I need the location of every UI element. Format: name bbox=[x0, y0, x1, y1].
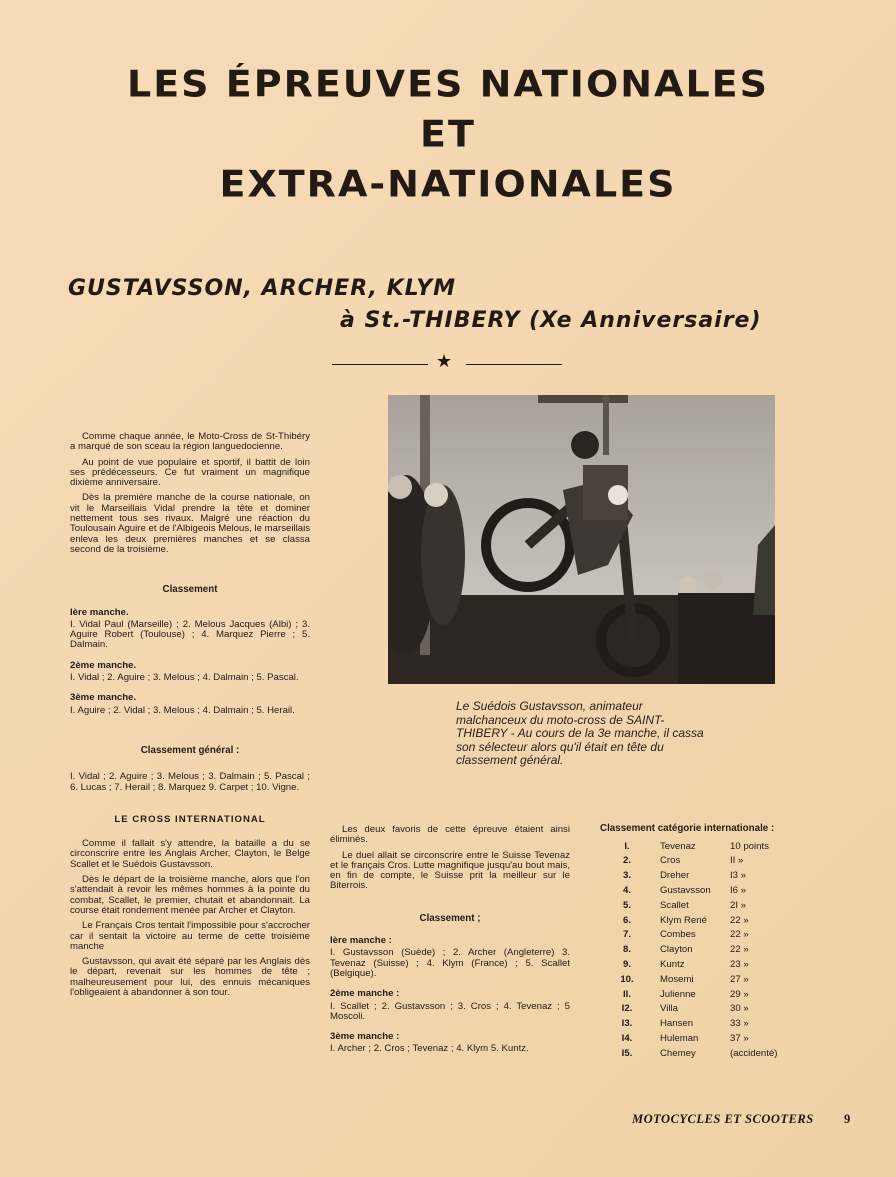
ranking-name: Huleman bbox=[660, 1032, 699, 1044]
ranking-name: Scallet bbox=[660, 899, 689, 911]
subtitle-riders: GUSTAVSSON, ARCHER, KLYM bbox=[68, 276, 457, 301]
paragraph: Les deux favoris de cette épreuve étaient ainsi éliminés. bbox=[330, 824, 570, 846]
ranking-points: 10 points bbox=[730, 840, 769, 852]
motocross-photo-image bbox=[388, 395, 775, 684]
separator-line-right bbox=[466, 364, 562, 365]
ranking-position: II. bbox=[623, 988, 631, 1000]
ranking-name: Klym René bbox=[660, 914, 707, 926]
ranking-row bbox=[600, 958, 830, 973]
ranking-name: Julienne bbox=[660, 988, 696, 1000]
ranking-points: I3 » bbox=[730, 870, 747, 882]
ranking-position: 3. bbox=[622, 870, 631, 882]
ranking-points: 27 » bbox=[730, 973, 749, 985]
page-title-line-2: ET bbox=[420, 113, 476, 155]
heat-results: I. Gustavsson (Suède) ; 2. Archer (Angleterre) 3. Tevenaz (Suisse) ; 4. Klym (France) ; 5. Scallet (Belgique). bbox=[330, 947, 570, 979]
motocross-photo bbox=[388, 395, 775, 684]
heat-results: I. Aguire ; 2. Vidal ; 3. Melous ; 4. Dalmain ; 5. Herail. bbox=[70, 704, 295, 716]
ranking-points: 22 » bbox=[730, 929, 749, 941]
ranking-row bbox=[600, 1017, 830, 1032]
ranking-position: 9. bbox=[622, 958, 631, 970]
ranking-position: 8. bbox=[622, 944, 631, 956]
ranking-points: 2I » bbox=[730, 899, 747, 911]
page-title-line-1: LES ÉPREUVES NATIONALES bbox=[127, 63, 769, 105]
section-heading: Classement général : bbox=[140, 744, 240, 756]
ranking-points: 30 » bbox=[730, 1003, 749, 1015]
ranking-name: Hansen bbox=[660, 1018, 694, 1030]
article-column-2 bbox=[330, 825, 570, 1055]
heat-results: I. Archer ; 2. Cros ; Tevenaz ; 4. Klym 5. Kuntz. bbox=[330, 1043, 529, 1055]
heat-results: I. Vidal ; 2. Aguire ; 3. Melous ; 4. Dalmain ; 5. Pascal. bbox=[70, 672, 299, 684]
ranking-row bbox=[600, 1002, 830, 1017]
ranking-row bbox=[600, 839, 830, 854]
section-heading: LE CROSS INTERNATIONAL bbox=[114, 813, 266, 825]
general-results: I. Vidal ; 2. Aguire ; 3. Melous ; 3. Dalmain ; 5. Pascal ; 6. Lucas ; 7. Herail ; 8. Marquez 9. Carpet ; 10. Vigne. bbox=[70, 771, 310, 793]
ranking-row bbox=[600, 913, 830, 928]
paragraph: Au point de vue populaire et sportif, il battit de loin ses prédécesseurs. Ce fut vraiment un magnifique dixième anniversaire. bbox=[70, 456, 310, 489]
heat-results: I. Scallet ; 2. Gustavsson ; 3. Cros ; 4. Tevenaz ; 5 Moscoli. bbox=[330, 1000, 570, 1022]
ranking-row bbox=[600, 987, 830, 1002]
star-icon: ★ bbox=[436, 351, 453, 371]
ranking-points: 29 » bbox=[730, 988, 749, 1000]
ranking-name: Combes bbox=[660, 929, 696, 941]
paragraph: Comme il fallait s'y attendre, la bataille a du se circonscrire entre les Anglais Archer, Clayton, le Belge Scallet et le Suédois Gustavsson. bbox=[70, 838, 310, 870]
paragraph: Dès la première manche de la course nationale, on vit le Marseillais Vidal prendre la tête et dominer nettement tous ses rivaux. Malgré une réaction du Toulousain Aguire et de l'Albigeois Melous, le marseillais enleva les deux premières manches et se classa second de la troisième. bbox=[70, 492, 310, 555]
ranking-name: Mosemi bbox=[660, 973, 694, 985]
paragraph: Dès le départ de la troisième manche, alors que l'on s'attendait à revoir les mêmes hommes à la pointe du combat, Scallet, le premier, chutait et abandonnait. La course était rondement menée par Archer et Clayton. bbox=[70, 874, 310, 916]
ranking-row bbox=[600, 1046, 830, 1061]
ranking-name: Clayton bbox=[660, 944, 693, 956]
ranking-row bbox=[600, 943, 830, 958]
ranking-position: 5. bbox=[622, 899, 631, 911]
paragraph: Le Français Cros tentait l'impossible pour s'accrocher car il sentait la victoire au terme de cette troisième manche bbox=[70, 920, 310, 952]
paragraph: Comme chaque année, le Moto-Cross de St-Thibéry a marqué de son sceau la région languedocienne. bbox=[70, 431, 310, 453]
ranking-points: 22 » bbox=[730, 914, 749, 926]
publication-name: MOTOCYCLES ET SCOOTERS bbox=[632, 1112, 814, 1126]
ranking-name: Chemey bbox=[660, 1047, 696, 1059]
ranking-points: II » bbox=[730, 855, 744, 867]
section-heading: Classement bbox=[162, 584, 218, 596]
heat-heading: 3ème manche : bbox=[330, 1031, 400, 1043]
heat-heading: Ière manche. bbox=[70, 606, 129, 618]
ranking-name: Villa bbox=[660, 1003, 678, 1015]
ranking-name: Gustavsson bbox=[660, 884, 711, 896]
international-ranking-list bbox=[600, 839, 830, 1061]
ranking-row bbox=[600, 898, 830, 913]
page-title-line-3: EXTRA-NATIONALES bbox=[219, 163, 677, 205]
photo-caption: Le Suédois Gustavsson, animateur malchanceux du moto-cross de SAINT-THIBERY - Au cours de la 3e manche, il cassa son sélecteur alors qu'il était en tête du classement général. bbox=[456, 699, 704, 767]
separator-line-left bbox=[332, 364, 428, 365]
article-column-3 bbox=[600, 824, 830, 1061]
paragraph: Gustavsson, qui avait été séparé par les Anglais dès le départ, revenait sur les hommes de tête ; malheureusement pour lui, des ennuis mécaniques l'obligeaient à abandonner à son tour. bbox=[70, 956, 310, 998]
ranking-position: I3. bbox=[621, 1018, 633, 1030]
title-separator bbox=[332, 351, 562, 372]
ranking-points: 23 » bbox=[730, 958, 749, 970]
heat-heading: 2ème manche : bbox=[330, 988, 400, 1000]
ranking-position: 10. bbox=[620, 973, 634, 985]
heat-results: I. Vidal Paul (Marseille) ; 2. Melous Jacques (Albi) ; 3. Aguire Robert (Toulouse) ; 4. Marquez Pierre ; 5. Dalmain. bbox=[70, 618, 310, 651]
ranking-position: I. bbox=[624, 840, 630, 852]
ranking-position: I4. bbox=[621, 1032, 633, 1044]
ranking-name: Dreher bbox=[660, 870, 690, 882]
ranking-row bbox=[600, 884, 830, 899]
ranking-points: I6 » bbox=[730, 884, 747, 896]
ranking-points: (accidenté) bbox=[730, 1047, 778, 1059]
ranking-position: I2. bbox=[621, 1003, 633, 1015]
section-heading: Classement ; bbox=[419, 912, 481, 924]
ranking-name: Kuntz bbox=[660, 958, 685, 970]
ranking-position: 7. bbox=[622, 929, 631, 941]
ranking-row bbox=[600, 972, 830, 987]
heat-heading: Ière manche : bbox=[330, 935, 392, 947]
ranking-row bbox=[600, 869, 830, 884]
ranking-position: I5. bbox=[621, 1047, 633, 1059]
heat-heading: 2ème manche. bbox=[70, 659, 137, 671]
article-column-1 bbox=[70, 432, 310, 1003]
ranking-row bbox=[600, 1032, 830, 1047]
ranking-position: 2. bbox=[622, 855, 631, 867]
ranking-name: Tevenaz bbox=[660, 840, 696, 852]
page-number: 9 bbox=[844, 1112, 851, 1126]
ranking-points: 33 » bbox=[730, 1018, 749, 1030]
heat-heading: 3ème manche. bbox=[70, 692, 137, 704]
ranking-points: 37 » bbox=[730, 1032, 749, 1044]
ranking-position: 4. bbox=[622, 884, 631, 896]
international-ranking-heading: Classement catégorie internationale : bbox=[600, 823, 775, 834]
ranking-position: 6. bbox=[622, 914, 631, 926]
ranking-row bbox=[600, 928, 830, 943]
paragraph: Le duel allait se circonscrire entre le Suisse Tevenaz et le français Cros. Lutte magnifique jusqu'au bout mais, en fin de compte, le Suisse prit la meilleur sur le Biterrois. bbox=[330, 849, 570, 892]
subtitle-location: à St.-THIBERY (Xe Anniversaire) bbox=[340, 308, 762, 333]
ranking-name: Cros bbox=[660, 855, 681, 867]
ranking-row bbox=[600, 854, 830, 869]
ranking-points: 22 » bbox=[730, 944, 749, 956]
